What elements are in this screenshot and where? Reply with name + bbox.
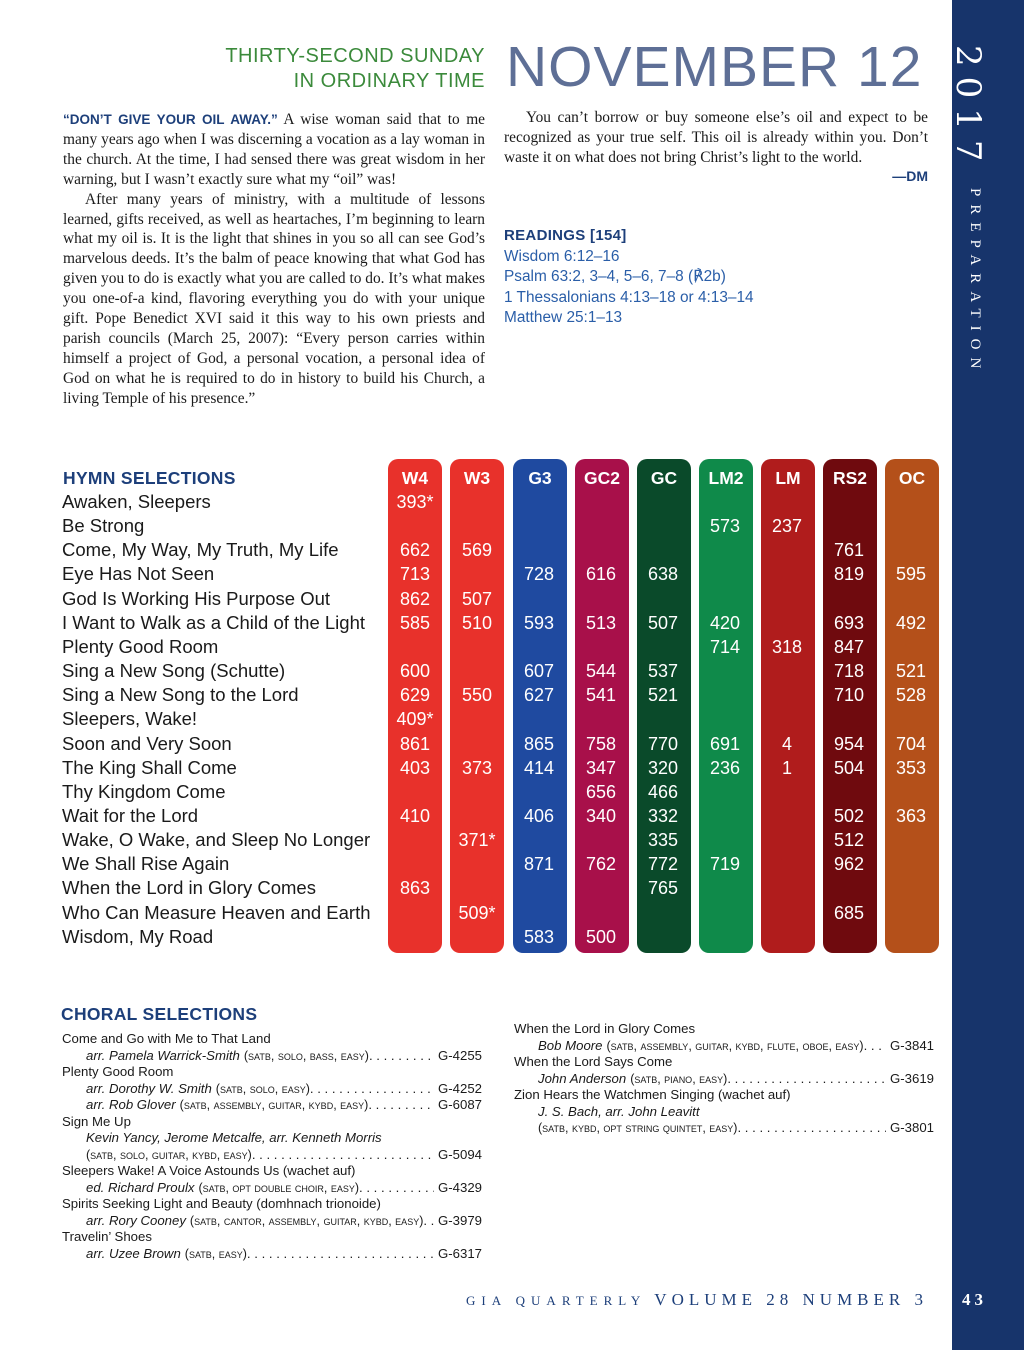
choral-arrangement [62,1213,482,1230]
hymn-title: Awaken, Sleepers [62,491,211,512]
catalog-number: G-4252 [438,1080,482,1096]
choral-arrangement [62,1097,482,1114]
hymn-number: 406 [523,805,555,826]
hymn-number: 962 [833,854,865,875]
band-year: 2017 [948,45,988,172]
catalog-number: G-3841 [890,1037,934,1053]
choral-arrangement [62,1147,482,1164]
readings [504,226,934,329]
hymn-title: God Is Working His Purpose Out [62,587,331,609]
hymn-number: 335 [647,830,679,851]
hymn-number: 373 [461,757,493,778]
hymn-row [0,635,950,659]
arranger: arr. Pamela Warrick-Smith [86,1047,240,1063]
voicing: (satb, solo, bass, easy) [243,1048,369,1063]
hymn-number: 513 [585,612,617,633]
hymnal-code: RS2 [832,468,868,488]
arranger: Bob Moore [538,1037,603,1053]
hymnal-code: W3 [463,468,491,488]
hymn-title: Thy Kingdom Come [62,780,226,802]
hymn-number: 502 [833,805,865,826]
hymn-title: Sleepers, Wake! [62,708,198,730]
hymnal-code: OC [898,468,926,488]
hymn-number: 414 [523,757,555,778]
hymn-row [0,707,950,731]
catalog-number: G-3619 [890,1070,934,1086]
hymn-number: 685 [833,902,865,923]
leader-dots [310,1081,434,1098]
hymn-number: 528 [895,685,927,706]
hymn-number: 819 [833,564,865,585]
choral-title: Zion Hears the Watchmen Singing (wachet auf) [514,1087,791,1102]
choral-arrangement [514,1104,934,1121]
volume-number: VOLUME 28 NUMBER 3 [654,1290,928,1309]
hymn-number: 865 [523,733,555,754]
choral-arrangement [62,1180,482,1197]
hymn-title: When the Lord in Glory Comes [62,877,316,899]
essay-paragraph-2: After many years of ministry, with a multitude of lessons learned, gifts received, as well as heartaches, I’m beginning to learn what my oil is. It is the light that shines in you so all can see God’s marvelous deeds. It’s the balm of peace knowing that what God has given you to do is exactly what you are called to do. It’s what makes you one-of-a kind, flavoring everything you do with your unique gift. Pope Benedict XVI said it this way to his own priests and parish councils (March 25, 2007): “Every person carries within himself a project of God, a personal vocation, a personal idea of God on what he is required to do in history to build his Church, a living Temple of his presence.” [63,190,485,407]
readings-heading: READINGS [154] [504,227,627,244]
catalog-number: G-4329 [438,1179,482,1195]
choral-arrangement [62,1130,482,1147]
band-section-label: PREPARATION [967,188,983,377]
hymnal-code: G3 [528,468,552,488]
hymn-number: 320 [647,757,679,778]
hymn-number: 237 [771,516,803,537]
hymn-number: 600 [399,661,431,682]
reading-item: Matthew 25:1–13 [504,309,623,327]
essay-closing: You can’t borrow or buy someone else’s oil and expect to be recognized as your true self. This oil is already within you. Don’t waste it on what does not bring Christ’s light to the world. [504,109,928,166]
hymn-row [0,490,950,514]
hymn-row [0,876,950,900]
choral-arrangement [62,1081,482,1098]
arranger: ed. Richard Proulx [86,1179,195,1195]
essay [63,110,485,409]
hymn-number: 772 [647,854,679,875]
page-number: 43 [962,1290,987,1309]
choral-list-right [514,1021,934,1137]
hymn-row [0,611,950,635]
hymn-number: 704 [895,733,927,754]
hymn-number: 509* [458,902,496,923]
hymn-number: 847 [833,636,865,657]
arranger: Kevin Yancy, Jerome Metcalfe, arr. Kenneth Morris [86,1130,382,1145]
choral-title: When the Lord Says Come [514,1054,673,1069]
hymn-number: 393* [396,492,434,512]
choral-title: When the Lord in Glory Comes [514,1021,696,1036]
leader-dots [247,1246,434,1263]
hymn-number: 403 [399,757,431,778]
arranger: John Anderson [538,1070,627,1086]
hymnal-code: LM2 [708,468,744,488]
voicing: (satb, piano, easy) [630,1071,728,1086]
arranger: J. S. Bach, arr. John Leavitt [538,1103,700,1119]
hymn-number: 758 [585,733,617,754]
occasion-line-2: IN ORDINARY TIME [293,70,485,92]
arranger: arr. Uzee Brown [86,1245,181,1261]
hymn-row [0,562,950,586]
hymn-number: 466 [647,781,679,802]
hymn-number: 583 [523,926,555,947]
hymn-row [0,901,950,925]
hymn-number: 507 [647,612,679,633]
hymn-number: 332 [647,805,679,826]
catalog-number: G-6317 [438,1245,482,1261]
reading-item: Psalm 63:2, 3–4, 5–6, 7–8 (℟2b) [504,268,726,286]
arranger: arr. Dorothy W. Smith [86,1080,212,1096]
author-initials: —DM [892,168,928,184]
hymn-row [0,587,950,611]
choral-title: Plenty Good Room [62,1064,174,1079]
hymn-number: 585 [399,612,431,633]
voicing: (satb, assembly, guitar, kybd, flute, oboe, easy) [606,1038,864,1053]
hymn-row [0,732,950,756]
hymnal-code: GC2 [584,468,620,488]
hymn-number: 627 [523,685,555,706]
catalog-number: G-3801 [890,1120,934,1135]
choral-title: Spirits Seeking Light and Beauty (domhnach trionoide) [62,1196,381,1211]
hymn-number: 871 [523,854,555,875]
hymn-number: 595 [895,564,927,585]
choral-selections-heading: CHORAL SELECTIONS [61,1004,258,1024]
voicing: (satb, cantor, assembly, guitar, kybd, easy) [189,1213,424,1228]
choral-title: Travelin’ Shoes [62,1229,152,1244]
leader-dots [727,1071,886,1088]
hymn-row [0,804,950,828]
hymn-title: Sing a New Song to the Lord [62,684,299,706]
catalog-number: G-4255 [438,1047,482,1063]
hymn-number: 363 [895,805,927,826]
choral-list-left [62,1031,482,1262]
voicing: (satb, kybd, opt string quintet, easy) [538,1121,738,1135]
voicing: (satb, solo, guitar, kybd, easy) [86,1147,252,1162]
hymn-row [0,828,950,852]
hymn-number: 656 [585,781,617,802]
hymn-number: 420 [709,612,741,633]
hymn-title: Be Strong [62,515,145,537]
hymn-row [0,780,950,804]
hymnal-code: GC [650,468,678,488]
hymn-selections-heading: HYMN SELECTIONS [63,468,236,488]
essay-paragraph-1 [63,110,485,190]
hymn-row [0,756,950,780]
hymn-row [0,514,950,538]
hymn-number: 236 [709,757,741,778]
catalog-number: G-5094 [438,1146,482,1162]
voicing: (satb, easy) [184,1246,247,1261]
publication-name: GIA QUARTERLY [466,1293,647,1308]
hymn-title: Soon and Very Soon [62,732,232,754]
hymn-row [0,852,950,876]
hymn-number: 710 [833,685,865,706]
hymn-number: 593 [523,612,555,633]
reading-item: Wisdom 6:12–16 [504,247,620,265]
hymn-number: 521 [647,685,679,706]
hymn-row [0,659,950,683]
hymn-number: 662 [399,540,431,561]
hymn-number: 521 [895,661,927,682]
hymnal-code: LM [775,468,801,488]
hymn-number: 507 [461,588,493,609]
hymn-row [0,683,950,707]
essay-lead: “DON’T GIVE YOUR OIL AWAY.” [63,112,278,127]
hymn-number: 607 [523,661,555,682]
hymn-title: Wait for the Lord [62,804,199,826]
hymn-number: 1 [781,757,792,778]
hymn-number: 371* [458,830,496,851]
choral-title: Sign Me Up [62,1113,131,1129]
hymn-row [0,538,950,562]
arranger: arr. Rob Glover [86,1097,176,1112]
hymn-number: 500 [585,926,617,947]
hymn-number: 728 [523,564,555,585]
catalog-number: G-3979 [438,1212,482,1228]
leader-dots [423,1213,434,1230]
hymn-title: Wisdom, My Road [62,925,214,947]
choral-arrangement [62,1048,482,1065]
voicing: (satb, solo, easy) [215,1081,310,1096]
hymn-number: 762 [585,854,617,875]
hymn-number: 616 [585,564,617,585]
catalog-number: G-6087 [438,1097,482,1112]
reading-item: 1 Thessalonians 4:13–18 or 4:13–14 [504,288,754,306]
leader-dots [359,1180,434,1197]
choral-arrangement [62,1246,482,1263]
leader-dots [737,1120,886,1137]
hymn-number: 761 [833,540,865,561]
hymn-number: 504 [833,757,865,778]
hymn-number: 861 [399,733,431,754]
hymn-number: 512 [833,830,865,851]
hymn-number: 719 [709,854,741,875]
leader-dots [369,1048,434,1065]
hymn-number: 347 [585,757,617,778]
hymn-number: 318 [771,636,803,657]
hymn-number: 862 [399,588,431,609]
leader-dots [368,1097,434,1114]
leader-dots [252,1147,434,1164]
hymn-title: Sing a New Song (Schutte) [62,660,286,682]
choral-title: Sleepers Wake! A Voice Astounds Us (wachet auf) [62,1163,356,1178]
hymn-number: 718 [833,661,865,682]
hymn-row [0,925,950,949]
essay-paragraph-1-text: A wise woman said that to me many years ago when I was discerning a vocation as a lay woman in the church. At the time, I had sensed there was great wisdom in her warning, but I wasn’t exactly sure what my “oil” was! [63,111,485,188]
hymn-title: Who Can Measure Heaven and Earth [62,901,371,923]
voicing: (satb, opt double choir, easy) [198,1180,360,1195]
hymn-title: The King Shall Come [62,756,237,778]
hymn-title: Eye Has Not Seen [62,563,215,585]
hymn-number: 353 [895,757,927,778]
hymn-number: 573 [709,516,741,537]
choral-arrangement [514,1120,934,1137]
hymn-number: 629 [399,685,431,706]
hymn-number: 492 [895,612,927,633]
hymn-number: 713 [399,564,431,585]
hymn-number: 954 [833,733,865,754]
hymnal-code: W4 [401,468,429,488]
hymn-title: Come, My Way, My Truth, My Life [62,539,339,561]
footer [380,1290,928,1310]
hymn-number: 569 [461,540,493,561]
hymn-number: 691 [709,733,741,754]
occasion-line-1: THIRTY-SECOND SUNDAY [225,45,485,67]
choral-title: Come and Go with Me to That Land [62,1031,271,1046]
hymn-title: Plenty Good Room [62,635,219,657]
hymn-title: We Shall Rise Again [62,853,230,875]
hymn-number: 693 [833,612,865,633]
hymn-number: 410 [399,805,431,826]
hymn-number: 510 [461,612,493,633]
arranger: arr. Rory Cooney [86,1212,186,1228]
hymn-title: Wake, O Wake, and Sleep No Longer [62,829,371,851]
leader-dots [864,1038,886,1055]
hymn-number: 340 [585,805,617,826]
hymn-number: 550 [461,685,493,706]
hymn-number: 770 [647,733,679,754]
hymn-number: 4 [781,733,792,754]
choral-arrangement [514,1038,934,1055]
choral-arrangement [514,1071,934,1088]
hymn-number: 863 [399,878,431,899]
hymn-number: 537 [647,661,679,682]
hymn-number: 638 [647,564,679,585]
voicing: (satb, assembly, guitar, kybd, easy) [179,1098,369,1112]
liturgical-occasion [180,44,485,94]
hymn-number: 544 [585,661,617,682]
hymn-number: 541 [585,685,617,706]
hymn-number: 765 [647,878,679,899]
hymn-title: I Want to Walk as a Child of the Light [62,611,365,633]
date-title: NOVEMBER 12 [506,35,923,99]
hymn-number: 409* [396,709,434,730]
hymn-number: 714 [709,636,741,657]
